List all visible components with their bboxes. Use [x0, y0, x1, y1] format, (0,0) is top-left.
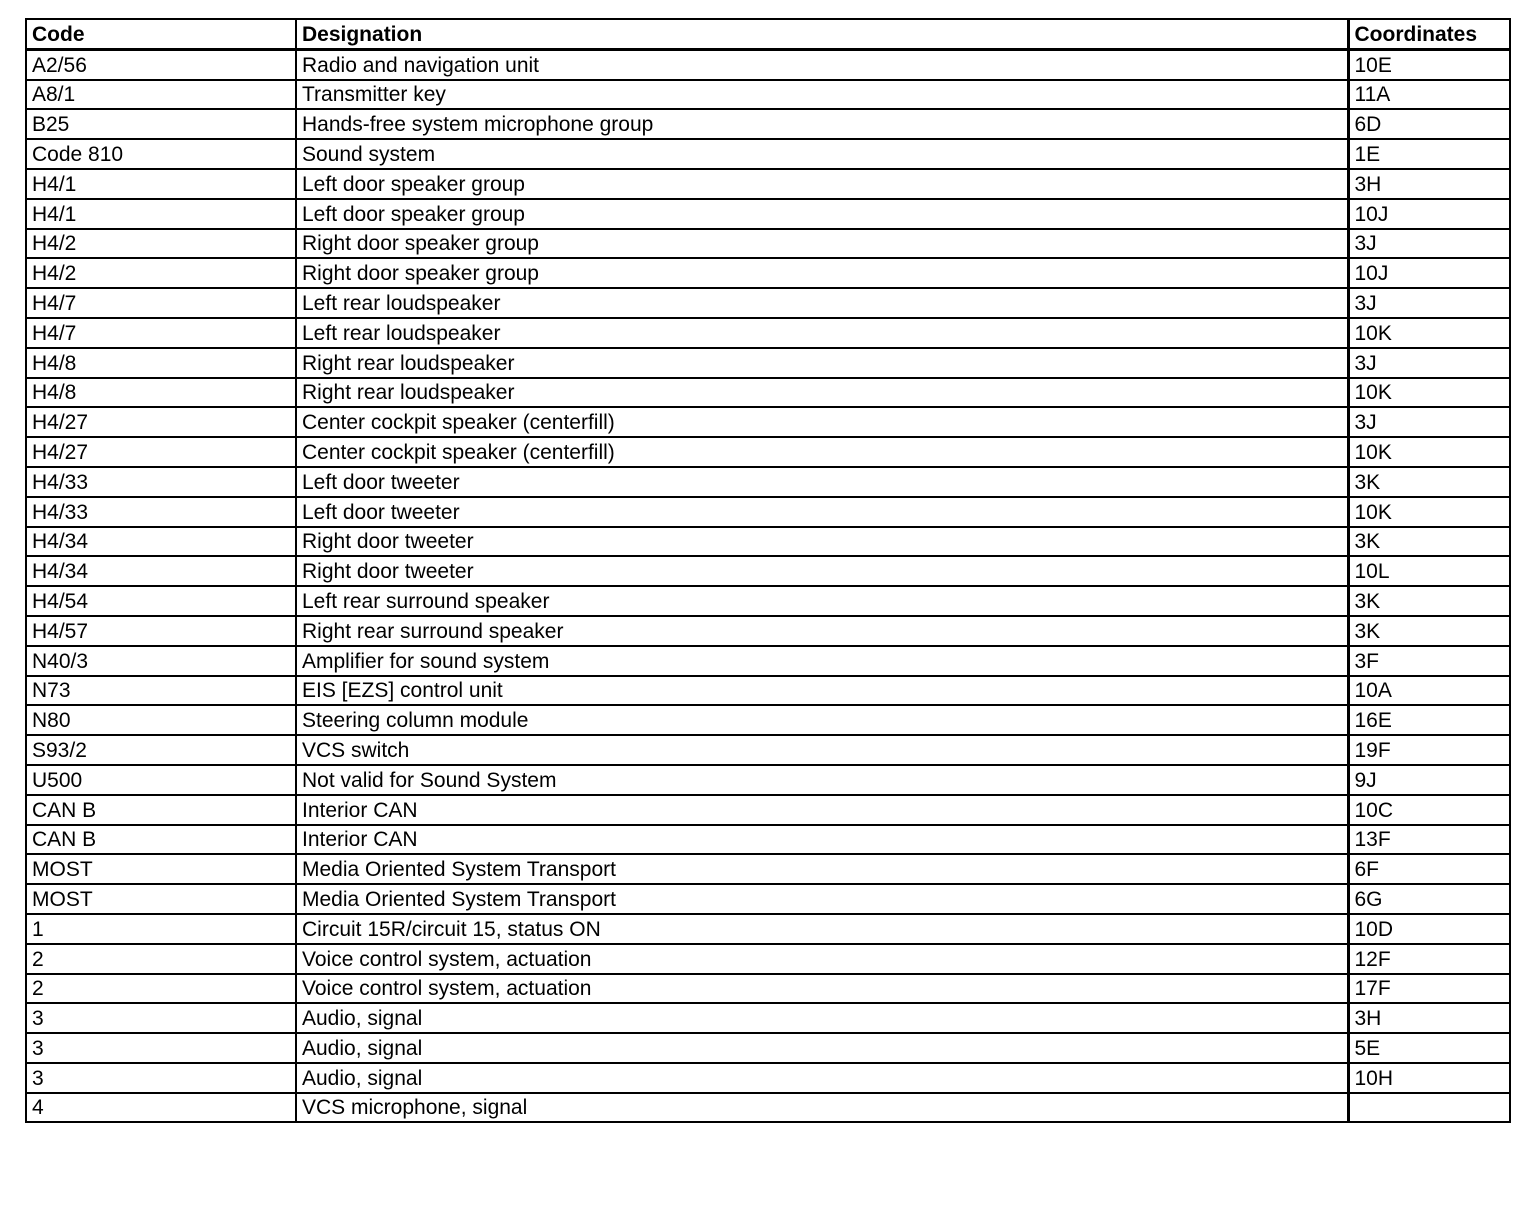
cell-code: A8/1	[26, 80, 296, 110]
cell-coordinates: 10K	[1348, 437, 1510, 467]
table-row	[26, 467, 1510, 497]
table-row	[26, 854, 1510, 884]
cell-designation: Right rear loudspeaker	[296, 378, 1348, 408]
cell-designation: Left rear loudspeaker	[296, 318, 1348, 348]
cell-designation: Right rear surround speaker	[296, 616, 1348, 646]
cell-code: N80	[26, 705, 296, 735]
table-row	[26, 527, 1510, 557]
cell-code: H4/54	[26, 586, 296, 616]
table-row	[26, 735, 1510, 765]
cell-designation: Left door speaker group	[296, 169, 1348, 199]
cell-designation: Left door speaker group	[296, 199, 1348, 229]
cell-designation: Left door tweeter	[296, 497, 1348, 527]
cell-code: H4/7	[26, 288, 296, 318]
cell-code: H4/34	[26, 527, 296, 557]
cell-designation: Interior CAN	[296, 795, 1348, 825]
cell-code: U500	[26, 765, 296, 795]
cell-code: 4	[26, 1093, 296, 1123]
cell-coordinates: 10D	[1348, 914, 1510, 944]
cell-designation: Circuit 15R/circuit 15, status ON	[296, 914, 1348, 944]
cell-coordinates: 3F	[1348, 646, 1510, 676]
cell-code: H4/34	[26, 556, 296, 586]
table-row	[26, 109, 1510, 139]
cell-coordinates: 3K	[1348, 616, 1510, 646]
table-row	[26, 795, 1510, 825]
cell-code: MOST	[26, 884, 296, 914]
cell-coordinates: 10K	[1348, 378, 1510, 408]
cell-coordinates: 10C	[1348, 795, 1510, 825]
table-row	[26, 586, 1510, 616]
cell-coordinates: 19F	[1348, 735, 1510, 765]
cell-coordinates: 9J	[1348, 765, 1510, 795]
table-body	[26, 49, 1510, 1122]
cell-coordinates: 3K	[1348, 527, 1510, 557]
cell-code: H4/8	[26, 378, 296, 408]
table-row	[26, 825, 1510, 855]
table-row	[26, 139, 1510, 169]
cell-designation: Amplifier for sound system	[296, 646, 1348, 676]
cell-code: N73	[26, 676, 296, 706]
cell-code: 3	[26, 1033, 296, 1063]
table-row	[26, 944, 1510, 974]
cell-coordinates: 11A	[1348, 80, 1510, 110]
table-row	[26, 765, 1510, 795]
cell-code: H4/1	[26, 199, 296, 229]
table-row	[26, 1003, 1510, 1033]
cell-code: H4/57	[26, 616, 296, 646]
cell-code: H4/27	[26, 437, 296, 467]
cell-designation: Audio, signal	[296, 1003, 1348, 1033]
table-row	[26, 497, 1510, 527]
cell-code: 1	[26, 914, 296, 944]
table-row	[26, 1093, 1510, 1123]
table-row	[26, 1033, 1510, 1063]
cell-coordinates: 10K	[1348, 318, 1510, 348]
cell-code: 2	[26, 944, 296, 974]
cell-designation: Center cockpit speaker (centerfill)	[296, 437, 1348, 467]
cell-code: 3	[26, 1003, 296, 1033]
cell-coordinates: 3J	[1348, 407, 1510, 437]
cell-coordinates: 10H	[1348, 1063, 1510, 1093]
cell-designation: Left door tweeter	[296, 467, 1348, 497]
cell-coordinates: 3H	[1348, 1003, 1510, 1033]
cell-coordinates: 16E	[1348, 705, 1510, 735]
table-row	[26, 80, 1510, 110]
cell-designation: Left rear surround speaker	[296, 586, 1348, 616]
cell-designation: Center cockpit speaker (centerfill)	[296, 407, 1348, 437]
cell-designation: Media Oriented System Transport	[296, 884, 1348, 914]
cell-designation: Radio and navigation unit	[296, 49, 1348, 79]
table-row	[26, 49, 1510, 79]
cell-coordinates: 10A	[1348, 676, 1510, 706]
column-header-coordinates: Coordinates	[1348, 19, 1510, 49]
cell-designation: Interior CAN	[296, 825, 1348, 855]
cell-code: H4/33	[26, 497, 296, 527]
cell-coordinates: 6F	[1348, 854, 1510, 884]
cell-code: H4/2	[26, 229, 296, 259]
cell-code: CAN B	[26, 825, 296, 855]
cell-code: S93/2	[26, 735, 296, 765]
cell-code: MOST	[26, 854, 296, 884]
cell-designation: Right door tweeter	[296, 556, 1348, 586]
table-row	[26, 318, 1510, 348]
cell-coordinates: 17F	[1348, 974, 1510, 1004]
cell-coordinates: 10L	[1348, 556, 1510, 586]
cell-coordinates: 10E	[1348, 49, 1510, 79]
cell-coordinates: 3K	[1348, 467, 1510, 497]
cell-coordinates: 3J	[1348, 288, 1510, 318]
cell-coordinates: 6G	[1348, 884, 1510, 914]
column-header-designation: Designation	[296, 19, 1348, 49]
component-legend-table	[25, 18, 1511, 1123]
table-row	[26, 169, 1510, 199]
cell-coordinates: 10J	[1348, 199, 1510, 229]
table-row	[26, 646, 1510, 676]
cell-code: H4/8	[26, 348, 296, 378]
table-row	[26, 437, 1510, 467]
table-row	[26, 914, 1510, 944]
cell-designation: Steering column module	[296, 705, 1348, 735]
cell-designation: EIS [EZS] control unit	[296, 676, 1348, 706]
cell-coordinates: 3H	[1348, 169, 1510, 199]
cell-designation: Right door speaker group	[296, 229, 1348, 259]
table-row	[26, 884, 1510, 914]
table-row	[26, 288, 1510, 318]
table-row	[26, 348, 1510, 378]
cell-designation: Audio, signal	[296, 1033, 1348, 1063]
cell-designation: VCS microphone, signal	[296, 1093, 1348, 1123]
cell-code: B25	[26, 109, 296, 139]
cell-designation: Not valid for Sound System	[296, 765, 1348, 795]
cell-designation: Right rear loudspeaker	[296, 348, 1348, 378]
cell-designation: Audio, signal	[296, 1063, 1348, 1093]
table-row	[26, 258, 1510, 288]
cell-code: CAN B	[26, 795, 296, 825]
cell-coordinates: 12F	[1348, 944, 1510, 974]
cell-designation: Transmitter key	[296, 80, 1348, 110]
cell-designation: Left rear loudspeaker	[296, 288, 1348, 318]
cell-coordinates: 10J	[1348, 258, 1510, 288]
cell-coordinates: 5E	[1348, 1033, 1510, 1063]
cell-code: H4/33	[26, 467, 296, 497]
cell-code: 2	[26, 974, 296, 1004]
cell-coordinates: 1E	[1348, 139, 1510, 169]
cell-coordinates: 6D	[1348, 109, 1510, 139]
cell-code: A2/56	[26, 49, 296, 79]
cell-designation: VCS switch	[296, 735, 1348, 765]
cell-coordinates: 3K	[1348, 586, 1510, 616]
table-header-row	[26, 19, 1510, 49]
table-row	[26, 1063, 1510, 1093]
table-row	[26, 199, 1510, 229]
cell-designation: Hands-free system microphone group	[296, 109, 1348, 139]
cell-coordinates: 3J	[1348, 348, 1510, 378]
table-row	[26, 974, 1510, 1004]
cell-designation: Media Oriented System Transport	[296, 854, 1348, 884]
table-row	[26, 705, 1510, 735]
cell-code: H4/7	[26, 318, 296, 348]
cell-coordinates: 3J	[1348, 229, 1510, 259]
table-row	[26, 407, 1510, 437]
table-row	[26, 556, 1510, 586]
cell-designation: Right door speaker group	[296, 258, 1348, 288]
cell-designation: Right door tweeter	[296, 527, 1348, 557]
cell-coordinates: 13F	[1348, 825, 1510, 855]
cell-designation: Sound system	[296, 139, 1348, 169]
cell-designation: Voice control system, actuation	[296, 974, 1348, 1004]
table-row	[26, 616, 1510, 646]
cell-designation: Voice control system, actuation	[296, 944, 1348, 974]
cell-coordinates	[1348, 1093, 1510, 1123]
cell-code: H4/1	[26, 169, 296, 199]
cell-code: Code 810	[26, 139, 296, 169]
table-row	[26, 676, 1510, 706]
table-row	[26, 229, 1510, 259]
column-header-code: Code	[26, 19, 296, 49]
cell-code: H4/2	[26, 258, 296, 288]
cell-code: N40/3	[26, 646, 296, 676]
cell-code: 3	[26, 1063, 296, 1093]
cell-code: H4/27	[26, 407, 296, 437]
cell-coordinates: 10K	[1348, 497, 1510, 527]
table-row	[26, 378, 1510, 408]
